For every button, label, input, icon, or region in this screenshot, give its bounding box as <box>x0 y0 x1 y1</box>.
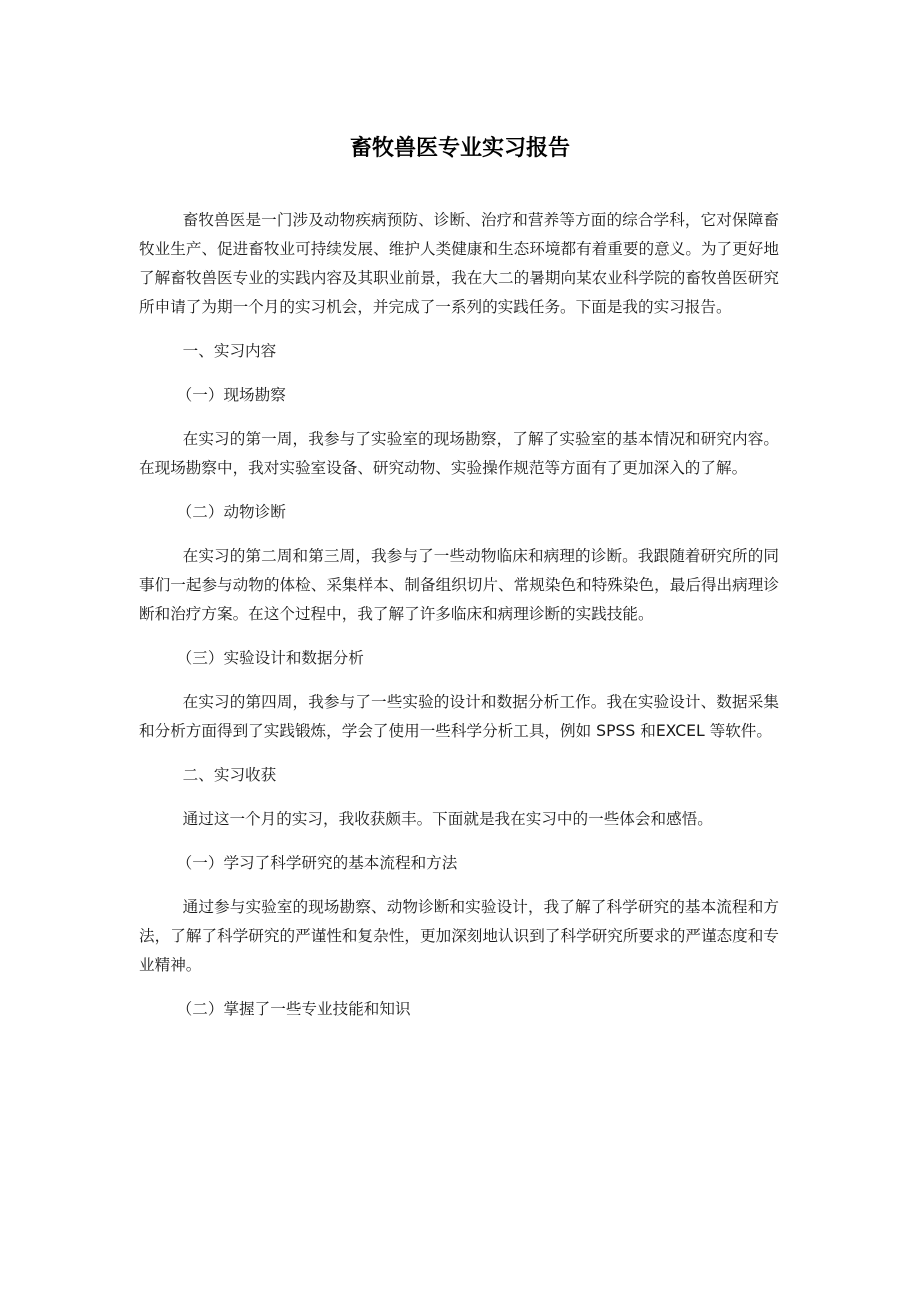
subsection-heading-site-survey <box>139 381 779 410</box>
paragraph-gains-intro: 通过这一个月的实习，我收获颇丰。下面就是我在实习中的一些体会和感悟。 <box>182 810 713 828</box>
intro-paragraph: 畜牧兽医是一门涉及动物疾病预防、诊断、治疗和营养等方面的综合学科，它对保障畜牧业生产、促进畜牧业可持续发展、维护人类健康和生态环境都有着重要的意义。为了更好地了解畜牧兽医专业的实践内容及其职业前景，我在大二的暑期向某农业科学院的畜牧兽医研究所申请了为期一个月的实习机会，并完成了一系列的实践任务。下面是我的实习报告。 <box>139 211 779 316</box>
document-body <box>139 206 779 1039</box>
subsection-heading-text: （二）掌握了一些专业技能和知识 <box>176 1000 411 1018</box>
document-title: 畜牧兽医专业实习报告 <box>349 136 570 161</box>
subsection-heading-research-process <box>139 849 779 878</box>
subsection-heading-professional-skills <box>139 995 779 1024</box>
subsection-heading-text: （一）学习了科学研究的基本流程和方法 <box>176 854 458 872</box>
subsection-heading-text: （二）动物诊断 <box>176 503 286 521</box>
paragraph-experiment-design: 在实习的第四周，我参与了一些实验的设计和数据分析工作。我在实验设计、数据采集和分析方面得到了实践锻炼，学会了使用一些科学分析工具，例如 SPSS 和EXCEL 等软件。 <box>139 693 779 740</box>
paragraph-research-process: 通过参与实验室的现场勘察、动物诊断和实验设计，我了解了科学研究的基本流程和方法，了解了科学研究的严谨性和复杂性，更加深刻地认识到了科学研究所要求的严谨态度和专业精神。 <box>139 898 779 974</box>
paragraph-animal-diagnosis: 在实习的第二周和第三周，我参与了一些动物临床和病理的诊断。我跟随着研究所的同事们一起参与动物的体检、采集样本、制备组织切片、常规染色和特殊染色，最后得出病理诊断和治疗方案。在这个过程中，我了解了许多临床和病理诊断的实践技能。 <box>139 547 779 623</box>
subsection-heading-experiment-design <box>139 644 779 673</box>
subsection-heading-animal-diagnosis <box>139 498 779 527</box>
section-heading-internship-gains: 二、实习收获 <box>182 766 277 784</box>
paragraph-site-survey: 在实习的第一周，我参与了实验室的现场勘察，了解了实验室的基本情况和研究内容。在现场勘察中，我对实验室设备、研究动物、实验操作规范等方面有了更加深入的了解。 <box>139 430 779 477</box>
section-heading-internship-content: 一、实习内容 <box>182 342 277 360</box>
subsection-heading-text: （一）现场勘察 <box>176 386 286 404</box>
subsection-heading-text: （三）实验设计和数据分析 <box>176 649 364 667</box>
